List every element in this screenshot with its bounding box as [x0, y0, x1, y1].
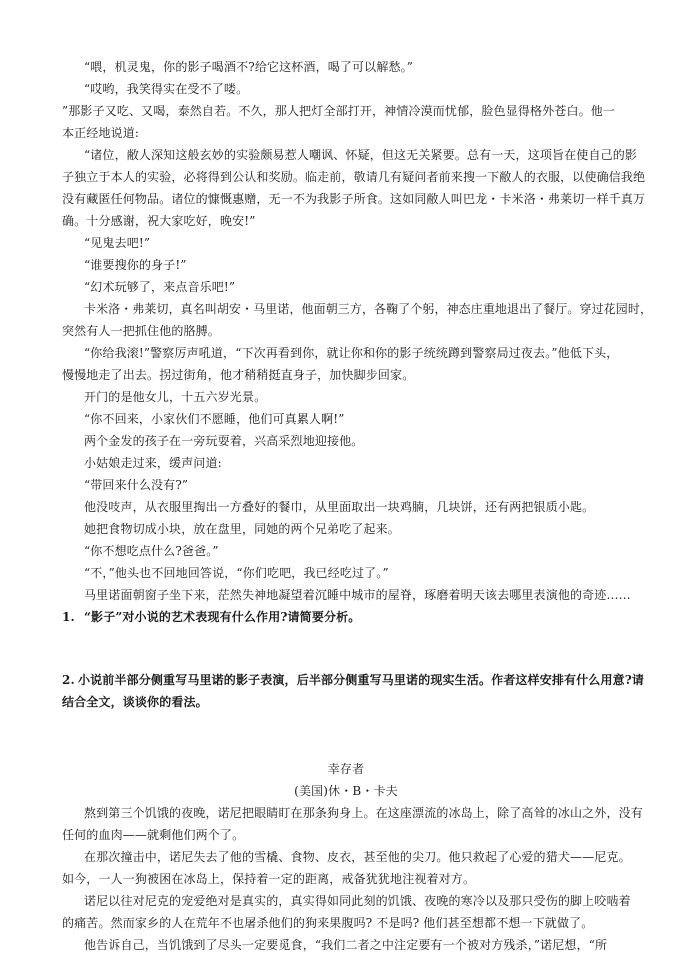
story1-line: 突然有人一把抓住他的胳膊。	[62, 324, 220, 338]
story1-line: “谁要搜你的身子!”	[84, 258, 187, 272]
question-1-text: “影子”对小说的艺术表现有什么作用?请简要分析。	[84, 610, 361, 624]
story1-line: “哎哟，我笑得实在受不了喽。	[84, 82, 249, 96]
story1-line: 子独立于本人的实验，必将得到公认和奖励。临走前，敬请几有疑问者前来搜一下敝人的衣服，以使确信我绝	[62, 170, 646, 184]
story1-line: ”那影子又吃、又喝，泰然自若。不久，那人把灯全部打开，神情冷漠而忧郁，脸色显得格外苍白。他一	[62, 104, 616, 118]
story2-line: 他告诉自己，当饥饿到了尽头一定要觅食，“我们二者之中注定要有一个被对方残杀，”诺尼想，“所	[84, 938, 608, 952]
story1-line: “你不想吃点什么?爸爸。”	[84, 544, 219, 558]
story1-line: 小姑娘走过来，缓声问道:	[84, 456, 222, 470]
story2-line: 如今，一人一狗被困在冰岛上，保持着一定的距离，戒备犹犹地注视着对方。	[62, 872, 476, 886]
story1-line: 开门的是他女儿，十五六岁光景。	[84, 390, 267, 404]
story1-line: “见鬼去吧!”	[84, 236, 151, 250]
story1-line: “你给我滚!”警察厉声吼道，“下次再看到你，就让你和你的影子统统蹲到警察局过夜去。”他低下头，	[84, 346, 619, 360]
story1-line: 他没吱声，从衣服里掏出一方叠好的餐巾，从里面取出一块鸡腩，几块饼，还有两把银质小匙。	[84, 500, 595, 514]
story1-line: “带回来什么没有?”	[84, 478, 189, 492]
story2-line: 任何的血肉——就剩他们两个了。	[62, 828, 245, 842]
story1-line: “喂，机灵鬼，你的影子喝酒不?给它这杯酒，喝了可以解愁。”	[84, 60, 414, 74]
story1-line: “不，”他头也不回地回答说，“你们吃吧，我已经吃过了。”	[84, 566, 389, 580]
question-1-number: 1.	[62, 610, 75, 624]
story2-line: 诺尼以往对尼克的宠爱绝对是真实的，真实得如同此刻的饥饿、夜晚的寒冷以及那只受伤的脚上咬啮着	[84, 894, 631, 908]
story2-line: 熬到第三个饥饿的夜晚，诺尼把眼睛盯在那条狗身上。在这座漂流的冰岛上，除了高耸的冰山之外，没有	[84, 806, 643, 820]
question-2-text: 小说前半部分侧重写马里诺的影子表演，后半部分侧重写马里诺的现实生活。作者这样安排有什么用意?请	[78, 673, 645, 687]
story2-line: 的痛苦。然而家乡的人在荒年不也屠杀他们的狗来果腹吗? 不是吗? 他们甚至想都不想一下就做了。	[62, 916, 594, 930]
story2-author: (美国)休・B・卡夫	[294, 784, 398, 798]
story1-line: 慢慢地走了出去。拐过街角，他才稍稍挺直身子，加快脚步回家。	[62, 368, 415, 382]
story1-line: 两个金发的孩子在一旁玩耍着，兴高采烈地迎接他。	[84, 434, 364, 448]
story1-line: 本正经地说道:	[62, 126, 140, 140]
story1-line: 马里诺面朝窗子坐下来，茫然失神地凝望着沉睡中城市的屋脊，琢磨着明天该去哪里表演他的奇迹……	[84, 588, 631, 602]
story1-line: “幻术玩够了，来点音乐吧!”	[84, 280, 236, 294]
story2-title: 幸存者	[327, 762, 365, 776]
question-2-number: 2.	[62, 673, 75, 687]
story1-line: 确。十分感谢，祝大家吃好，晚安!”	[62, 214, 256, 228]
story1-line: 卡米洛・弗莱切，真名叫胡安・马里诺，他面朝三方，各鞠了个躬，神态庄重地退出了餐厅。穿过花园时，	[84, 302, 653, 316]
story1-line: 没有藏匿任何物品。诸位的慷慨惠赠，无一不为我影子所食。这如同敝人叫巴龙・卡米洛・弗莱切一样千真万	[62, 192, 646, 206]
story1-line: 她把食物切成小块，放在盘里，同她的两个兄弟吃了起来。	[84, 522, 400, 536]
story2-line: 在那次撞击中，诺尼失去了他的雪橇、食物、皮衣，甚至他的尖刀。他只救起了心爱的猎犬——尼克。	[84, 850, 631, 864]
question-2-text: 结合全文，谈谈你的看法。	[62, 695, 208, 709]
story1-line: “你不回来，小家伙们不愿睡，他们可真累人啊!”	[84, 412, 345, 426]
story1-line: “诸位，敝人深知这般玄妙的实验颇易惹人嘲讽、怀疑，但这无关紧要。总有一天，这项旨在使自己的影	[84, 148, 638, 162]
